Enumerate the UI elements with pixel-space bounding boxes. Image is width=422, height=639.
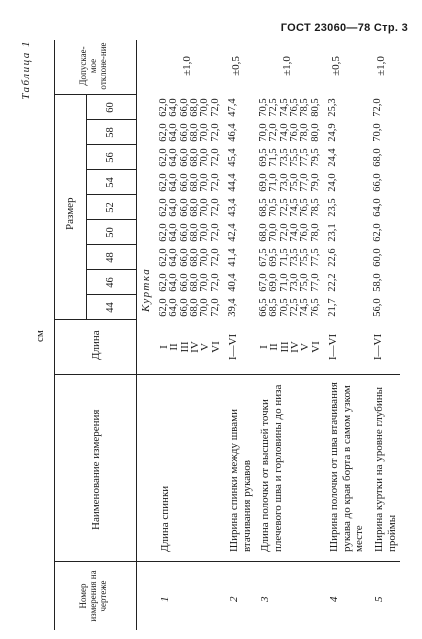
grid-line [136, 40, 137, 630]
value-cell: 70,5 [268, 198, 280, 217]
value-cell: 39,4 [227, 298, 238, 317]
value-cell: 69,0 [268, 273, 280, 292]
length-group: VI [309, 341, 322, 353]
value-cell: 70,0 [199, 98, 211, 117]
value-cell: 64,0 [168, 123, 180, 142]
col-header-tolerance: Допускае-мое отклоне-ние [78, 42, 108, 90]
value-cell: 68,0 [258, 223, 269, 242]
value-cell: 76,0 [288, 123, 300, 142]
table-label: Таблица 1 [20, 40, 32, 100]
value-cell: 64,0 [168, 298, 180, 317]
tolerance-value: ±1,0 [281, 56, 293, 76]
value-cell: 64,0 [168, 98, 180, 117]
value-cell: 23,5 [327, 198, 338, 217]
grid-line [54, 374, 400, 375]
grid-line [54, 40, 55, 630]
value-cell: 62,0 [158, 123, 169, 142]
value-cell: 62,0 [158, 298, 169, 317]
size-header-44: 44 [105, 302, 116, 313]
row-name: Ширина спинки между швами втачивания рукавов [228, 409, 253, 552]
value-cell: 72,0 [209, 173, 221, 192]
value-cell: 76,5 [288, 98, 300, 117]
value-cell: 66,5 [258, 298, 269, 317]
value-cell: 72,0 [209, 273, 221, 292]
row-number: 1 [159, 596, 171, 602]
value-cell: 70,0 [372, 123, 383, 142]
value-cell: 70,0 [258, 123, 269, 142]
length-group: I—VI [372, 333, 384, 361]
value-cell: 46,4 [227, 123, 238, 142]
value-cell: 66,0 [178, 273, 190, 292]
length-group: II [168, 343, 181, 351]
size-header-56: 56 [105, 152, 116, 163]
length-group: I [158, 345, 170, 349]
length-group: VI [209, 341, 222, 353]
grid-line [54, 319, 137, 320]
value-cell: 68,0 [188, 173, 200, 192]
value-cell: 56,0 [372, 298, 383, 317]
value-cell: 70,0 [199, 198, 211, 217]
value-cell: 74,5 [288, 198, 300, 217]
row-number: 4 [328, 596, 340, 602]
value-cell: 67,5 [258, 248, 269, 267]
value-cell: 73,0 [278, 173, 290, 192]
value-cell: 64,0 [168, 173, 180, 192]
row-number: 2 [228, 596, 240, 602]
value-cell: 70,0 [199, 298, 211, 317]
value-cell: 73,5 [288, 248, 300, 267]
size-header-58: 58 [105, 127, 116, 138]
value-cell: 68,5 [268, 298, 280, 317]
col-header-number: Номер измерения на чертеже [78, 570, 108, 622]
value-cell: 44,4 [227, 173, 238, 192]
value-cell: 72,0 [268, 123, 280, 142]
value-cell: 78,5 [299, 98, 311, 117]
value-cell: 76,5 [299, 198, 311, 217]
tolerance-value: ±0,5 [230, 56, 242, 76]
value-cell: 77,0 [309, 273, 321, 292]
value-cell: 68,0 [372, 148, 383, 167]
value-cell: 21,7 [327, 298, 338, 317]
value-cell: 74,0 [288, 223, 300, 242]
length-group: I [258, 345, 270, 349]
length-group: III [178, 341, 191, 353]
value-cell: 64,0 [372, 198, 383, 217]
value-cell: 64,0 [168, 248, 180, 267]
value-cell: 68,0 [188, 98, 200, 117]
value-cell: 72,0 [209, 123, 221, 142]
value-cell: 72,0 [209, 298, 221, 317]
value-cell: 69,0 [258, 173, 269, 192]
value-cell: 62,0 [158, 148, 169, 167]
value-cell: 70,0 [199, 123, 211, 142]
value-cell: 72,5 [288, 298, 300, 317]
value-cell: 23,1 [327, 223, 338, 242]
row-name: Ширина полочки от шва втачивания рукава до края борта в самом узком месте [328, 382, 365, 552]
value-cell: 62,0 [158, 273, 169, 292]
length-group: I—VI [227, 333, 239, 361]
tolerance-value: ±0,5 [330, 56, 342, 76]
grid-line [54, 94, 137, 95]
value-cell: 68,0 [188, 198, 200, 217]
value-cell: 74,5 [278, 98, 290, 117]
value-cell: 72,5 [268, 98, 280, 117]
size-header-54: 54 [105, 177, 116, 188]
col-header-name: Наименование измерения [90, 409, 102, 530]
row-name: Длина спинки [159, 485, 171, 552]
value-cell: 80,5 [309, 98, 321, 117]
value-cell: 77,5 [309, 248, 321, 267]
value-cell: 71,0 [278, 273, 290, 292]
value-cell: 66,0 [372, 173, 383, 192]
value-cell: 76,5 [309, 298, 321, 317]
value-cell: 68,0 [188, 148, 200, 167]
value-cell: 62,0 [158, 98, 169, 117]
grid-line [54, 561, 400, 562]
value-cell: 22,2 [327, 273, 338, 292]
grid-line [86, 95, 87, 320]
length-group: III [278, 341, 291, 353]
value-cell: 70,0 [199, 173, 211, 192]
value-cell: 68,0 [188, 248, 200, 267]
unit-label: см [34, 330, 46, 342]
value-cell: 71,5 [268, 148, 280, 167]
value-cell: 62,0 [372, 223, 383, 242]
size-header-46: 46 [105, 277, 116, 288]
col-header-length: Длина [90, 330, 102, 360]
rotated-table-area [16, 40, 406, 630]
value-cell: 25,3 [327, 98, 338, 117]
value-cell: 78,0 [299, 123, 311, 142]
value-cell: 58,0 [372, 273, 383, 292]
value-cell: 80,0 [309, 123, 321, 142]
value-cell: 72,0 [209, 148, 221, 167]
value-cell: 75,0 [299, 273, 311, 292]
value-cell: 73,5 [278, 148, 290, 167]
value-cell: 78,5 [309, 198, 321, 217]
length-group: II [268, 343, 281, 351]
value-cell: 42,4 [227, 223, 238, 242]
value-cell: 72,5 [278, 198, 290, 217]
row-number: 3 [259, 596, 271, 602]
value-cell: 79,0 [309, 173, 321, 192]
value-cell: 75,5 [299, 248, 311, 267]
value-cell: 66,0 [178, 223, 190, 242]
tolerance-value: ±1,0 [375, 56, 387, 76]
value-cell: 66,0 [178, 98, 190, 117]
value-cell: 78,0 [309, 223, 321, 242]
value-cell: 69,5 [268, 248, 280, 267]
value-cell: 62,0 [158, 223, 169, 242]
value-cell: 72,0 [209, 198, 221, 217]
value-cell: 70,0 [199, 248, 211, 267]
value-cell: 72,0 [209, 98, 221, 117]
size-header-52: 52 [105, 202, 116, 213]
value-cell: 68,0 [188, 123, 200, 142]
value-cell: 72,0 [209, 248, 221, 267]
value-cell: 45,4 [227, 148, 238, 167]
value-cell: 70,0 [199, 223, 211, 242]
value-cell: 47,4 [227, 98, 238, 117]
value-cell: 68,0 [188, 223, 200, 242]
value-cell: 70,5 [278, 298, 290, 317]
value-cell: 72,0 [209, 223, 221, 242]
value-cell: 74,5 [299, 298, 311, 317]
size-header-50: 50 [105, 227, 116, 238]
value-cell: 77,0 [299, 173, 311, 192]
value-cell: 62,0 [158, 198, 169, 217]
value-cell: 66,0 [178, 148, 190, 167]
value-cell: 69,5 [258, 148, 269, 167]
value-cell: 64,0 [168, 148, 180, 167]
length-group: IV [288, 341, 301, 353]
value-cell: 72,0 [278, 223, 290, 242]
value-cell: 24,9 [327, 123, 338, 142]
value-cell: 74,0 [278, 123, 290, 142]
length-group: V [299, 343, 312, 351]
value-cell: 66,0 [178, 248, 190, 267]
value-cell: 62,0 [158, 173, 169, 192]
length-group: IV [188, 341, 201, 353]
value-cell: 24,0 [327, 173, 338, 192]
row-number: 5 [373, 596, 385, 602]
value-cell: 68,5 [258, 198, 269, 217]
value-cell: 76,0 [299, 223, 311, 242]
value-cell: 75,5 [288, 148, 300, 167]
value-cell: 66,0 [178, 123, 190, 142]
value-cell: 64,0 [168, 273, 180, 292]
value-cell: 62,0 [158, 248, 169, 267]
value-cell: 64,0 [168, 223, 180, 242]
value-cell: 64,0 [168, 198, 180, 217]
value-cell: 24,4 [327, 148, 338, 167]
value-cell: 71,0 [268, 173, 280, 192]
value-cell: 70,0 [268, 223, 280, 242]
value-cell: 66,0 [178, 173, 190, 192]
col-header-size: Размер [64, 197, 76, 230]
value-cell: 77,5 [299, 148, 311, 167]
value-cell: 60,0 [372, 248, 383, 267]
value-cell: 70,5 [258, 98, 269, 117]
size-header-48: 48 [105, 252, 116, 263]
value-cell: 68,0 [188, 298, 200, 317]
value-cell: 70,0 [199, 148, 211, 167]
value-cell: 67,0 [258, 273, 269, 292]
value-cell: 40,4 [227, 273, 238, 292]
value-cell: 79,5 [309, 148, 321, 167]
value-cell: 66,0 [178, 298, 190, 317]
value-cell: 73,0 [288, 273, 300, 292]
value-cell: 66,0 [178, 198, 190, 217]
value-cell: 70,0 [199, 273, 211, 292]
length-group: V [199, 343, 212, 351]
value-cell: 71,5 [278, 248, 290, 267]
page-header: ГОСТ 23060—78 Стр. 3 [280, 22, 408, 34]
size-header-60: 60 [105, 102, 116, 113]
tolerance-value: ±1,0 [181, 56, 193, 76]
section-title: Куртка [140, 267, 152, 312]
row-name: Ширина куртки на уровне глубины проймы [373, 386, 398, 552]
value-cell: 75,0 [288, 173, 300, 192]
row-name: Длина полочки от высшей точки плечевого шва и горловины до низа [259, 384, 284, 552]
value-cell: 41,4 [227, 248, 238, 267]
value-cell: 22,6 [327, 248, 338, 267]
value-cell: 43,4 [227, 198, 238, 217]
value-cell: 68,0 [188, 273, 200, 292]
length-group: I—VI [327, 333, 339, 361]
value-cell: 72,0 [372, 98, 383, 117]
